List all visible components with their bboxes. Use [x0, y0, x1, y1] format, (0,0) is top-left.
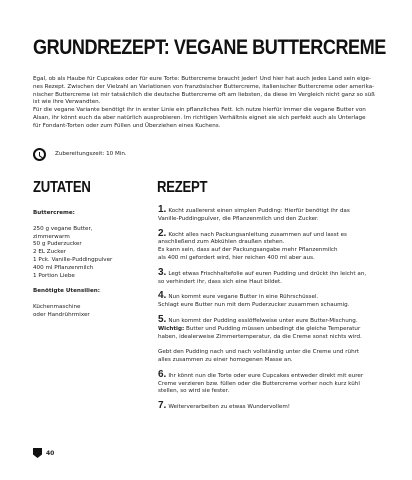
step-line: Gebt den Pudding nach und nach vollständig unter die Creme und rührt	[158, 349, 360, 356]
recipe-step	[158, 206, 378, 224]
ingredient-item: 50 g Puderzucker	[33, 241, 82, 248]
step-number: 1.	[158, 204, 167, 215]
step-line: haben, idealerweise Zimmertemperatur, da die Creme sonst nichts wird.	[158, 333, 362, 340]
page-footer	[33, 448, 54, 458]
recipe-step	[158, 292, 378, 310]
step-line: Ihr könnt nun die Torte oder eure Cupcakes entweder direkt mit eurer	[168, 372, 364, 379]
step-line: Kocht alles nach Packungsanleitung zusammen auf und lasst es	[168, 231, 347, 238]
intro-line: Alsan, ihr könnt euch da aber natürlich ausprobieren. Im richtigen Verhältnis eignet sie sich perfekt auch als Unterlage	[33, 114, 366, 121]
prep-time	[33, 146, 127, 162]
recipe-step	[158, 368, 378, 396]
step-line: Kocht zuallererst einen simplen Pudding: Hierfür benötigt ihr das	[168, 208, 350, 214]
recipe-step	[158, 227, 378, 263]
step-line: stellen, so wird sie fester.	[158, 388, 230, 395]
step-line: so verhindert ihr, dass sich eine Haut bildet.	[158, 278, 282, 285]
page-number: 40	[46, 449, 55, 457]
ingredient-item: 250 g vegane Butter,	[33, 225, 93, 232]
step-number: 6.	[158, 368, 167, 380]
step-number: 7.	[158, 400, 167, 412]
intro-line: nes Rezept. Zwischen der Vielzahl an Variationen von französischer Buttercreme, italienischer Buttercreme oder amerika-	[33, 83, 375, 90]
intro-line: für Fondant-Torten oder zum Füllen und Überziehen eines Kuchens.	[33, 122, 221, 129]
step-number: 2.	[158, 227, 167, 239]
recipe-heading: REZEPT	[157, 179, 208, 196]
ingredient-item: zimmerwarm	[33, 233, 70, 240]
important-label: Wichtig:	[158, 325, 185, 332]
intro-line: Für die vegane Variante benötigt ihr in erster Linie ein pflanzliches Fett. Ich nutze hierfür immer die vegane Butter von	[33, 107, 366, 114]
step-line: anschließend zum Abkühlen draußen stehen.	[158, 239, 285, 246]
intro-line: ist wie ihre Verwandten.	[33, 99, 101, 106]
ingredient-item: 2 EL Zucker	[33, 249, 66, 256]
page-title: GRUNDREZEPT: VEGANE BUTTERCREME	[33, 36, 386, 59]
step-line: Vanille-Puddingpulver, die Pflanzenmilch und den Zucker.	[158, 215, 319, 222]
intro-text	[33, 76, 379, 131]
ingredient-item: 1 Portion Liebe	[33, 272, 75, 279]
recipe-step	[158, 313, 378, 365]
ingredients-heading: ZUTATEN	[33, 179, 91, 196]
buttercreme-subheading: Buttercreme:	[33, 210, 75, 216]
ingredient-item: 1 Pck. Vanille-Puddingpulver	[33, 256, 113, 263]
step-line: Butter und Pudding müssen unbedingt die gleiche Temperatur	[184, 325, 361, 332]
tool-item: Küchenmaschine	[33, 304, 81, 311]
step-line: Creme verzieren bzw. füllen oder die Buttercreme vorher noch kurz kühl	[158, 380, 360, 387]
tool-item: oder Handrührmixer	[33, 311, 90, 318]
step-line: Legt etwas Frischhaltefolie auf euren Pudding und drückt ihn leicht an,	[168, 270, 367, 277]
step-line: Es kann sein, dass auf der Packungsangabe mehr Pflanzenmilch	[158, 247, 338, 254]
step-number: 4.	[158, 290, 167, 302]
recipe-step	[158, 402, 378, 412]
step-line: Weiterverarbeiten zu etwas Wundervollem!	[168, 404, 291, 411]
ingredient-item: 400 ml Pflanzenmilch	[33, 264, 94, 271]
step-line: als 400 ml gefordert wird, hier reichen 400 ml aber aus.	[158, 254, 315, 261]
tools-subheading: Benötigte Utensilien:	[33, 288, 100, 295]
step-number: 5.	[158, 313, 167, 325]
shield-icon	[33, 448, 42, 458]
step-line: Schlagt eure Butter nun mit dem Puderzucker zusammen schaumig.	[158, 302, 350, 309]
clock-icon	[33, 148, 46, 161]
ingredients-list	[33, 210, 148, 320]
step-line: alles zusammen zu einer homogenen Masse an.	[158, 356, 293, 363]
prep-time-label: Zubereitungszeit: 10 Min.	[55, 151, 127, 157]
step-line: Nun kommt der Pudding esslöffelweise unter eure Butter-Mischung.	[168, 317, 358, 324]
step-number: 3.	[158, 266, 167, 278]
step-line: Nun kommt eure vegane Butter in eine Rührschüssel.	[168, 294, 319, 301]
recipe-step	[158, 266, 378, 287]
intro-line: nischer Buttercreme ist mir tatsächlich die deutsche Buttercreme oft am liebsten, da diese im Vergleich nicht ganz so süß	[33, 91, 375, 98]
intro-line: Egal, ob als Haube für Cupcakes oder für eure Torte: Buttercreme braucht jeder! Und hier hat auch jedes Land sein eige-	[33, 76, 371, 82]
recipe-steps	[158, 206, 378, 418]
